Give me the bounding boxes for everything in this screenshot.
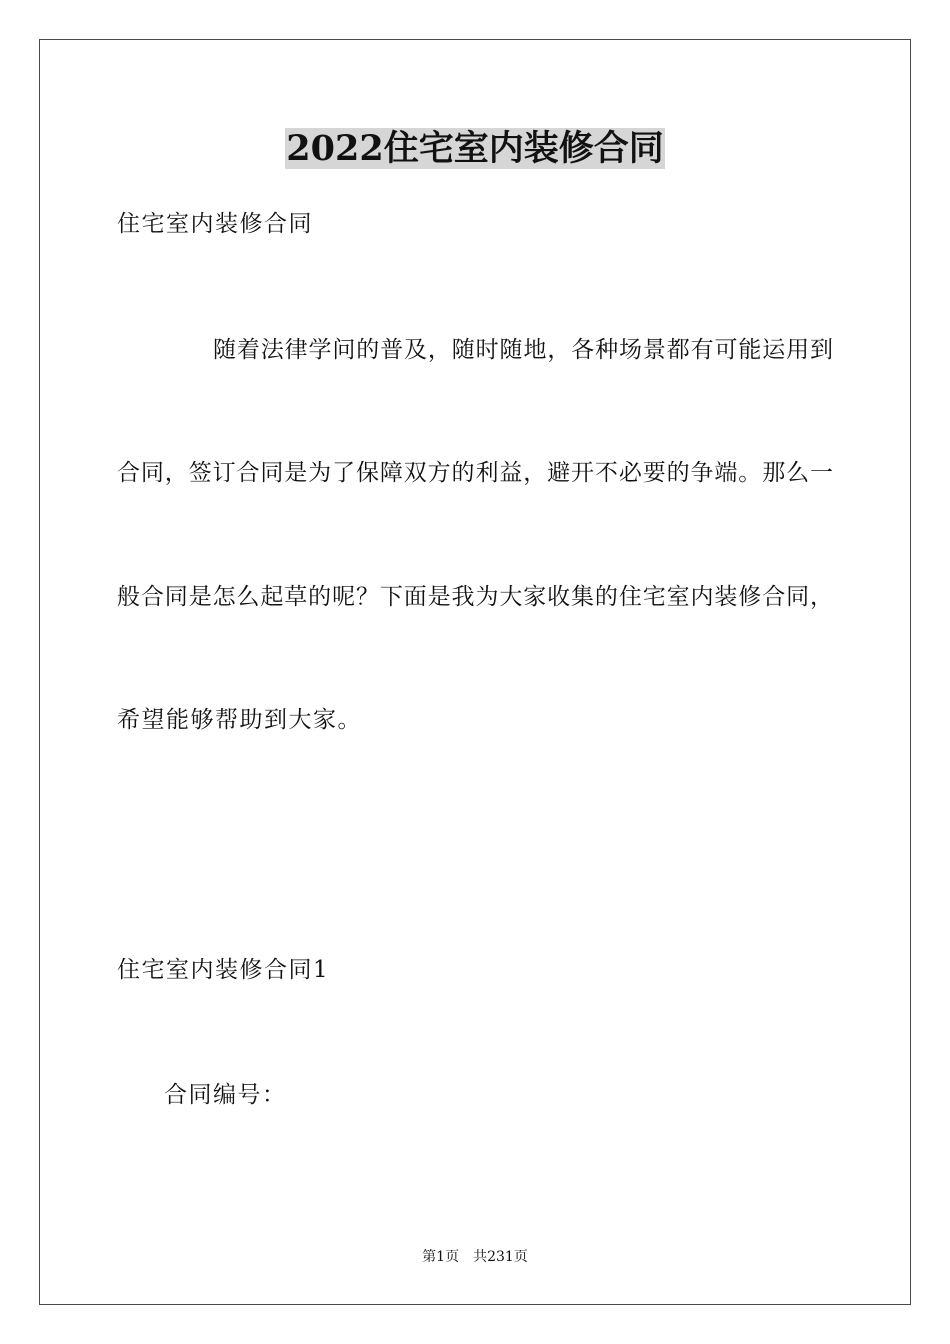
page-footer [0,1247,950,1267]
page-total: 共231页 [473,1249,528,1265]
document-subtitle: 住宅室内装修合同 [117,211,313,237]
page-number: 第1页 [422,1249,460,1265]
intro-line-4: 希望能够帮助到大家。 [117,707,362,733]
document-title-text: 2022住宅室内装修合同 [286,128,664,169]
section-heading: 住宅室内装修合同1 [117,957,330,983]
document-title [0,128,950,170]
intro-line-3: 般合同是怎么起草的呢？下面是我为大家收集的住宅室内装修合同， [117,584,833,610]
contract-number-label: 合同编号： [164,1082,287,1108]
intro-line-2: 合同，签订合同是为了保障双方的利益，避开不必要的争端。那么一 [117,460,833,486]
intro-line-1: 随着法律学问的普及，随时随地，各种场景都有可能运用到 [213,337,833,363]
